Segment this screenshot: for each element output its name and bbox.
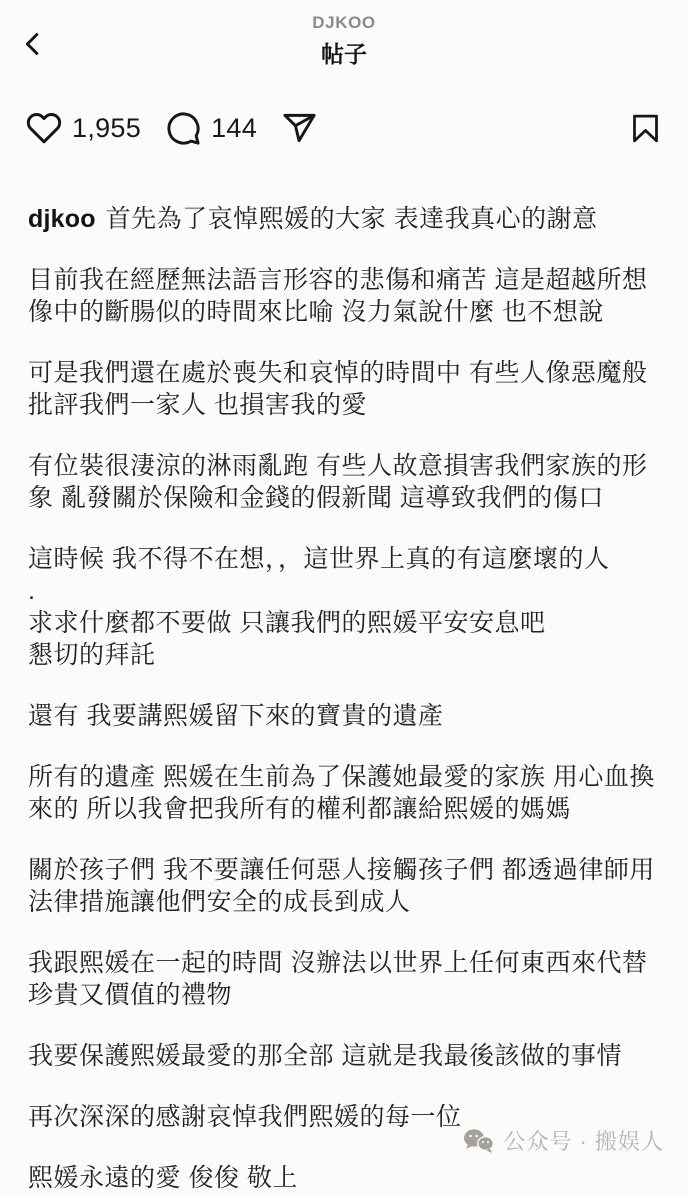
caption-paragraph: 關於孩子們 我不要讓任何惡人接觸孩子們 都透過律師用法律措施讓他們安全的成長到成人: [28, 856, 655, 916]
action-bar: [0, 106, 688, 150]
comments-count: 144: [211, 112, 258, 143]
share-group[interactable]: [282, 111, 317, 146]
comment-group[interactable]: [166, 111, 257, 146]
caption-paragraph-lead: [28, 171, 664, 235]
watermark: [463, 1125, 664, 1156]
like-group[interactable]: [26, 110, 141, 146]
share-icon[interactable]: [282, 111, 317, 146]
post-caption: [0, 171, 688, 1194]
caption-paragraph: 熙媛永遠的愛 俊俊 敬上: [28, 1164, 298, 1192]
caption-paragraph: 我要保護熙媛最愛的那全部 這就是我最後該做的事情: [28, 1042, 622, 1070]
bookmark-icon[interactable]: [629, 112, 662, 145]
post-author-link[interactable]: djkoo: [28, 205, 96, 233]
heart-icon[interactable]: [26, 110, 62, 146]
back-button[interactable]: [14, 24, 52, 64]
likes-count: 1,955: [72, 112, 142, 143]
caption-paragraph: 有位裝很淒涼的淋雨亂跑 有些人故意損害我們家族的形象 亂發關於保險和金錢的假新聞 這導致我們的傷口: [28, 452, 648, 512]
header-username: DJKOO: [312, 13, 376, 32]
caption-lead-text: 首先為了哀悼熙媛的大家 表達我真心的謝意: [105, 205, 598, 233]
back-chevron-icon: [18, 29, 48, 59]
caption-paragraph: 可是我們還在處於喪失和哀悼的時間中 有些人像惡魔般批評我們一家人 也損害我的愛: [28, 359, 648, 419]
wechat-icon: [463, 1128, 494, 1154]
caption-paragraph: 所有的遺產 熙媛在生前為了保護她最愛的家族 用心血換來的 所以我會把我所有的權利都讓給熙媛的媽媽: [28, 763, 655, 823]
caption-paragraph: 這時候 我不得不在想，，這世界上真的有這麼壞的人 . 求求什麼都不要做 只讓我們的熙媛平安安息吧 懇切的拜託: [28, 545, 610, 669]
caption-paragraph: 我跟熙媛在一起的時間 沒辦法以世界上任何東西來代替珍貴又價值的禮物: [28, 949, 648, 1009]
caption-paragraph: 目前我在經歷無法語言形容的悲傷和痛苦 這是超越所想像中的斷腸似的時間來比喻 沒力氣說什麼 也不想說: [28, 266, 648, 326]
watermark-text: 公众号 · 搬娱人: [503, 1129, 664, 1154]
caption-paragraph: 還有 我要講熙媛留下來的寶貴的遺產: [28, 702, 444, 730]
post-header: [0, 0, 688, 69]
caption-paragraph: 再次深深的感謝哀悼我們熙媛的每一位: [28, 1103, 462, 1131]
comment-icon[interactable]: [166, 111, 201, 146]
page-title: 帖子: [321, 41, 367, 67]
bookmark-group[interactable]: [629, 112, 662, 145]
